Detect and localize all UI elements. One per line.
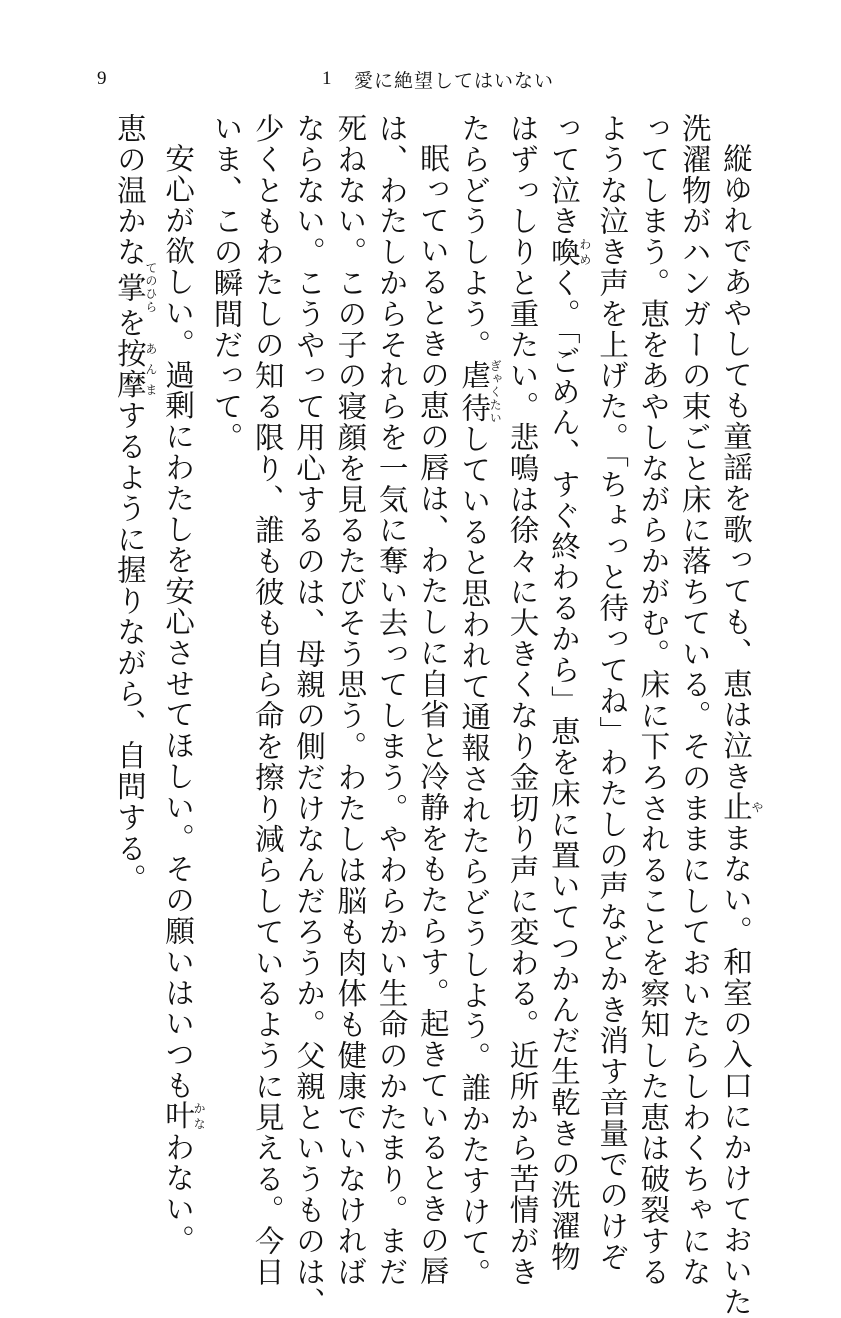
ruby-reading: かな	[192, 1100, 207, 1132]
ruby-annotation	[457, 359, 503, 425]
text-run: は、わたしからそれらを一気に奪い去ってしまう。やわらかい生命のかたまり。まだ	[374, 113, 409, 1288]
ruby-base: 叶	[161, 1100, 196, 1132]
text-line	[453, 113, 503, 1289]
text-line	[632, 113, 673, 1288]
ruby-annotation	[719, 791, 764, 823]
text-line	[288, 113, 329, 1318]
text-run: するように握りながら、自問する。	[112, 400, 147, 895]
text-line	[412, 113, 453, 1286]
text-line	[205, 113, 246, 1093]
ruby-reading: や	[750, 791, 764, 823]
ruby-reading: わめ	[577, 236, 592, 268]
text-run: ってしまう。恵をあやしながらかがむ。床に下ろされることを察知した恵は破裂する	[636, 113, 671, 1288]
text-line	[543, 113, 592, 1273]
ruby-base: 止	[719, 791, 753, 823]
text-line	[370, 113, 411, 1288]
text-run: 少くともわたしの知る限り、誰も彼も自ら命を擦り減らしているように見える。今日	[250, 113, 285, 1288]
text-line	[329, 113, 370, 1288]
text-run: 眠っているときの恵の唇は、わたしに自省と冷静をもたらす。起きているときの唇	[415, 142, 450, 1286]
ruby-base: 喚	[546, 236, 581, 268]
text-run: く。「ごめん、すぐ終わるから」恵を床に置いてつかんだ生乾きの洗濯物	[546, 267, 581, 1273]
paragraph	[205, 113, 453, 1318]
ruby-annotation	[112, 261, 158, 314]
running-header	[0, 64, 841, 94]
text-line	[673, 113, 714, 1288]
paragraph	[109, 113, 207, 1255]
text-run: 安心が欲しい。過剰にわたしを安心させてほしい。その願いはいつも	[161, 142, 196, 1101]
text-line	[591, 113, 632, 1273]
ruby-base: 掌	[112, 261, 147, 314]
ruby-reading: てのひら	[143, 261, 158, 314]
page-number: 9	[97, 68, 107, 89]
paragraph	[453, 113, 764, 1317]
text-line	[715, 113, 764, 1317]
text-run: 恵の温かな	[112, 113, 147, 268]
text-line	[501, 113, 542, 1288]
ruby-annotation	[546, 236, 592, 268]
vertical-body-text	[109, 113, 764, 1318]
text-run: って泣き	[546, 113, 581, 237]
text-run: 洗濯物がハンガーの束ごと床に落ちている。そのままにしておいたらしわくちゃにな	[677, 113, 712, 1288]
text-run: 死ねない。この子の寝顔を見るたびそう思う。わたしは脳も肉体も健康でいなければ	[333, 113, 368, 1288]
ruby-annotation	[112, 338, 158, 401]
text-run: はずっしりと重たい。悲鳴は徐々に大きくなり金切り声に変わる。近所から苦情がき	[505, 113, 540, 1288]
text-run: たらどうしよう。	[457, 113, 492, 361]
ruby-reading: ぎゃくたい	[488, 359, 503, 425]
chapter-number: 1	[322, 68, 332, 89]
text-run: ならない。こうやって用心するのは、母親の側だけなんだろうか。父親というものは、	[292, 113, 327, 1318]
chapter-title: 愛に絶望してはいない	[354, 70, 555, 92]
ruby-base: 虐待	[457, 359, 492, 425]
text-run: していると思われて通報されたらどうしよう。誰かたすけて。	[457, 423, 492, 1289]
text-run: わない。	[161, 1131, 196, 1255]
text-run: いま、この瞬間だって。	[209, 113, 244, 453]
ruby-base: 按摩	[112, 338, 147, 401]
text-run: ような泣き声を上げた。「ちょっと待ってね」わたしの声などかき消す音量でのけぞ	[595, 113, 630, 1273]
text-run: まない。和室の入口にかけておいた	[719, 822, 753, 1317]
text-line	[246, 113, 287, 1288]
text-line	[157, 113, 207, 1255]
ruby-annotation	[161, 1100, 207, 1132]
text-run: を	[112, 307, 147, 339]
ruby-reading: あんま	[143, 338, 158, 401]
text-run: 縦ゆれであやしても童謡を歌っても、恵は泣き	[719, 142, 753, 792]
text-line	[109, 113, 157, 1093]
